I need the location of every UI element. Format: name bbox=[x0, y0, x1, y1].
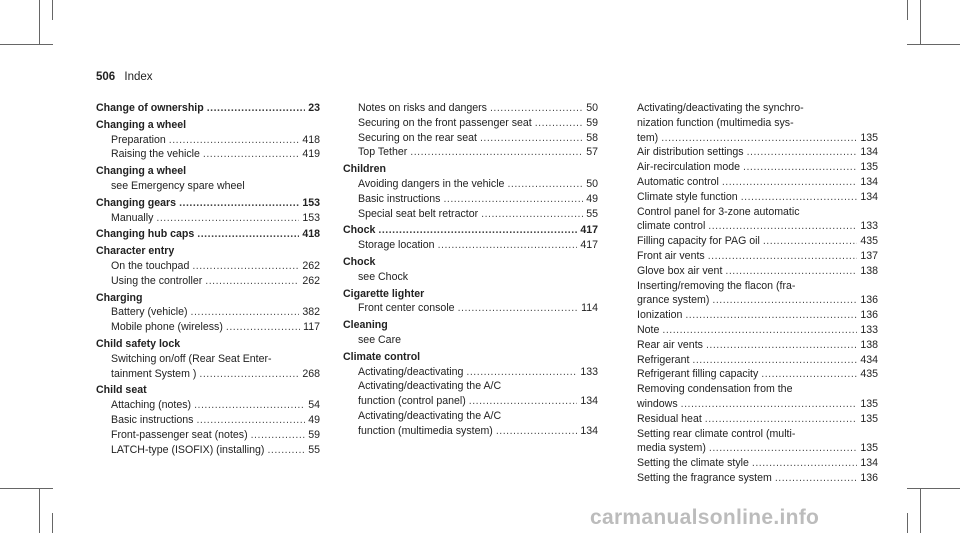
index-entry bbox=[343, 424, 598, 439]
index-column-1 bbox=[96, 101, 320, 457]
entry-text: Raising the vehicle bbox=[111, 148, 200, 161]
entry-text: nization function (multimedia sys- bbox=[637, 116, 794, 129]
index-entry bbox=[96, 133, 320, 148]
entry-text: Activating/deactivating the A/C bbox=[358, 380, 502, 393]
watermark: carmanualsonline.info bbox=[590, 506, 820, 529]
leader-dots bbox=[267, 443, 305, 458]
index-entry bbox=[96, 179, 320, 194]
leader-dots bbox=[226, 320, 300, 335]
index-entry bbox=[622, 441, 878, 456]
entry-text: Control panel for 3-zone automatic bbox=[637, 205, 800, 218]
index-entry bbox=[622, 279, 878, 294]
entry-text: Changing hub caps bbox=[96, 228, 195, 241]
page-reference: 153 bbox=[302, 196, 320, 209]
entry-text: Mobile phone (wireless) bbox=[111, 321, 223, 334]
crop-mark-tl-v2 bbox=[52, 0, 53, 20]
leader-dots bbox=[775, 471, 857, 486]
entry-text: Avoiding dangers in the vehicle bbox=[358, 177, 505, 190]
entry-text: Changing gears bbox=[96, 196, 177, 209]
leader-dots bbox=[469, 394, 578, 409]
entry-text: function (multimedia system) bbox=[358, 424, 493, 437]
index-entry bbox=[96, 320, 320, 335]
entry-text: Storage location bbox=[358, 239, 435, 252]
index-entry bbox=[343, 101, 598, 116]
entry-text: Front center console bbox=[358, 302, 455, 315]
index-column-3 bbox=[622, 101, 878, 486]
page-reference: 135 bbox=[860, 131, 878, 144]
index-entry bbox=[96, 413, 320, 428]
page-reference: 49 bbox=[308, 413, 320, 426]
page-reference: 133 bbox=[860, 220, 878, 233]
page-reference: 57 bbox=[586, 146, 598, 159]
entry-text: tem) bbox=[637, 131, 659, 144]
entry-text: Child seat bbox=[96, 384, 147, 397]
page-reference: 153 bbox=[302, 211, 320, 224]
page-reference: 50 bbox=[586, 177, 598, 190]
index-entry bbox=[622, 323, 878, 338]
entry-text: climate control bbox=[637, 220, 706, 233]
entry-text: Top Tether bbox=[358, 146, 408, 159]
leader-dots bbox=[443, 192, 583, 207]
entry-text: Cigarette lighter bbox=[343, 287, 425, 300]
entry-text: Climate control bbox=[343, 350, 421, 363]
page-reference: 23 bbox=[308, 102, 320, 114]
index-entry bbox=[96, 211, 320, 226]
crop-mark-tl-v bbox=[39, 0, 40, 45]
page-reference: 435 bbox=[860, 235, 878, 248]
entry-text: Glove box air vent bbox=[637, 264, 723, 277]
leader-dots bbox=[199, 367, 299, 382]
leader-dots bbox=[706, 338, 857, 353]
entry-text: Attaching (notes) bbox=[111, 399, 192, 412]
entry-text: see Care bbox=[358, 333, 401, 346]
leader-dots bbox=[535, 116, 583, 131]
page-reference: 134 bbox=[860, 175, 878, 188]
index-entry bbox=[622, 145, 878, 160]
leader-dots bbox=[179, 196, 299, 211]
index-entry bbox=[622, 427, 878, 442]
leader-dots bbox=[205, 274, 299, 289]
index-heading bbox=[343, 223, 598, 238]
leader-dots bbox=[197, 227, 299, 242]
index-entry bbox=[622, 205, 878, 220]
entry-text: Activating/deactivating the A/C bbox=[358, 409, 502, 422]
leader-dots bbox=[708, 249, 858, 264]
crop-mark-tr-v2 bbox=[907, 0, 908, 20]
entry-text: Child safety lock bbox=[96, 337, 181, 350]
leader-dots bbox=[458, 301, 579, 316]
index-heading bbox=[96, 337, 320, 352]
entry-text: tainment System ) bbox=[111, 367, 197, 380]
entry-text: Residual heat bbox=[637, 412, 702, 425]
index-entry bbox=[622, 338, 878, 353]
page-reference: 262 bbox=[302, 274, 320, 287]
crop-mark-tr-v bbox=[920, 0, 921, 45]
index-heading bbox=[96, 227, 320, 242]
leader-dots bbox=[507, 177, 583, 192]
entry-text: Preparation bbox=[111, 133, 166, 146]
page-reference: 136 bbox=[860, 471, 878, 484]
index-entry bbox=[96, 398, 320, 413]
leader-dots bbox=[194, 398, 305, 413]
index-heading bbox=[343, 318, 598, 333]
leader-dots bbox=[761, 367, 857, 382]
leader-dots bbox=[741, 190, 858, 205]
section-title: Index bbox=[124, 71, 153, 83]
page-reference: 418 bbox=[302, 228, 320, 241]
index-entry bbox=[622, 353, 878, 368]
leader-dots bbox=[763, 234, 857, 249]
page-reference: 133 bbox=[580, 365, 598, 378]
entry-text: Note bbox=[637, 323, 660, 336]
entry-text: Change of ownership bbox=[96, 102, 204, 114]
index-entry bbox=[622, 412, 878, 427]
index-entry bbox=[622, 293, 878, 308]
leader-dots bbox=[203, 147, 299, 162]
leader-dots bbox=[708, 219, 857, 234]
leader-dots bbox=[481, 207, 583, 222]
entry-text: Setting the fragrance system bbox=[637, 471, 772, 484]
leader-dots bbox=[480, 131, 583, 146]
page-reference: 135 bbox=[860, 442, 878, 455]
index-entry bbox=[622, 397, 878, 412]
index-entry bbox=[343, 409, 598, 424]
page-header bbox=[96, 71, 153, 83]
index-entry bbox=[343, 301, 598, 316]
leader-dots bbox=[490, 101, 583, 116]
crop-mark-br-h bbox=[907, 488, 960, 489]
index-heading bbox=[343, 255, 598, 270]
page-reference: 419 bbox=[302, 148, 320, 161]
crop-mark-bl-v2 bbox=[52, 513, 53, 533]
leader-dots bbox=[725, 264, 857, 279]
page-reference: 134 bbox=[580, 395, 598, 408]
page-reference: 262 bbox=[302, 259, 320, 272]
page-reference: 435 bbox=[860, 368, 878, 381]
index-heading bbox=[96, 383, 320, 398]
entry-text: Battery (vehicle) bbox=[111, 306, 188, 319]
page-reference: 134 bbox=[860, 146, 878, 159]
page-reference: 434 bbox=[860, 353, 878, 366]
entry-text: Refrigerant bbox=[637, 353, 690, 366]
entry-text: Character entry bbox=[96, 245, 175, 258]
leader-dots bbox=[191, 305, 300, 320]
index-entry bbox=[343, 207, 598, 222]
entry-text: Changing a wheel bbox=[96, 118, 187, 131]
page-number: 506 bbox=[96, 71, 116, 83]
page-reference: 133 bbox=[860, 323, 878, 336]
entry-text: Charging bbox=[96, 291, 143, 304]
entry-text: Basic instructions bbox=[111, 413, 194, 426]
page-reference: 117 bbox=[303, 321, 320, 334]
page-reference: 59 bbox=[586, 116, 598, 129]
entry-text: Setting the climate style bbox=[637, 457, 749, 470]
entry-text: Air-recirculation mode bbox=[637, 161, 741, 174]
index-entry bbox=[622, 264, 878, 279]
page-reference: 54 bbox=[308, 399, 320, 412]
leader-dots bbox=[681, 397, 858, 412]
page-reference: 49 bbox=[586, 192, 598, 205]
entry-text: Children bbox=[343, 163, 386, 176]
page-reference: 55 bbox=[308, 443, 320, 456]
entry-text: Special seat belt retractor bbox=[358, 207, 479, 220]
index-entry bbox=[622, 175, 878, 190]
entry-text: On the touchpad bbox=[111, 259, 190, 272]
index-entry bbox=[96, 443, 320, 458]
entry-text: Activating/deactivating bbox=[358, 365, 464, 378]
entry-text: see Emergency spare wheel bbox=[111, 179, 245, 192]
leader-dots bbox=[251, 428, 306, 443]
entry-text: Switching on/off (Rear Seat Enter- bbox=[111, 352, 272, 365]
index-entry bbox=[622, 234, 878, 249]
page-reference: 114 bbox=[581, 302, 598, 315]
entry-text: LATCH-type (ISOFIX) (installing) bbox=[111, 443, 265, 456]
leader-dots bbox=[378, 223, 577, 238]
leader-dots bbox=[662, 323, 857, 338]
index-entry bbox=[622, 382, 878, 397]
leader-dots bbox=[685, 308, 857, 323]
index-heading bbox=[96, 101, 320, 116]
index-entry bbox=[343, 379, 598, 394]
index-heading bbox=[96, 291, 320, 306]
entry-text: Climate style function bbox=[637, 190, 738, 203]
crop-mark-br-v bbox=[920, 488, 921, 533]
page-reference: 135 bbox=[860, 161, 878, 174]
entry-text: Basic instructions bbox=[358, 192, 441, 205]
crop-mark-tl-h bbox=[0, 44, 53, 45]
entry-text: Front-passenger seat (notes) bbox=[111, 428, 248, 441]
entry-text: Securing on the front passenger seat bbox=[358, 116, 532, 129]
entry-text: grance system) bbox=[637, 294, 710, 307]
entry-text: Ionization bbox=[637, 309, 683, 322]
crop-mark-br-v2 bbox=[907, 513, 908, 533]
index-entry bbox=[622, 160, 878, 175]
crop-mark-tr-h bbox=[907, 44, 960, 45]
leader-dots bbox=[192, 259, 299, 274]
index-entry bbox=[622, 249, 878, 264]
crop-mark-bl-h bbox=[0, 488, 53, 489]
entry-text: Notes on risks and dangers bbox=[358, 102, 487, 114]
entry-text: Refrigerant filling capacity bbox=[637, 368, 759, 381]
index-entry bbox=[343, 177, 598, 192]
index-entry bbox=[622, 116, 878, 131]
index-entry bbox=[622, 219, 878, 234]
page-reference: 136 bbox=[860, 309, 878, 322]
entry-text: windows bbox=[637, 397, 678, 410]
page-reference: 134 bbox=[860, 457, 878, 470]
entry-text: Cleaning bbox=[343, 319, 388, 332]
index-heading bbox=[343, 162, 598, 177]
index-entry bbox=[343, 131, 598, 146]
page-reference: 134 bbox=[860, 190, 878, 203]
leader-dots bbox=[705, 412, 858, 427]
leader-dots bbox=[661, 131, 857, 146]
page-reference: 135 bbox=[860, 412, 878, 425]
index-heading bbox=[96, 244, 320, 259]
page-reference: 417 bbox=[580, 239, 598, 252]
index-entry bbox=[343, 270, 598, 285]
page-reference: 138 bbox=[860, 264, 878, 277]
page-reference: 50 bbox=[586, 102, 598, 114]
leader-dots bbox=[196, 413, 305, 428]
page-reference: 58 bbox=[586, 131, 598, 144]
index-entry bbox=[96, 352, 320, 367]
index-heading bbox=[96, 118, 320, 133]
page-reference: 418 bbox=[302, 133, 320, 146]
index-entry bbox=[343, 238, 598, 253]
page-reference: 135 bbox=[860, 397, 878, 410]
index-entry bbox=[622, 456, 878, 471]
page-reference: 138 bbox=[860, 338, 878, 351]
leader-dots bbox=[722, 175, 857, 190]
entry-text: Automatic control bbox=[637, 175, 719, 188]
entry-text: Chock bbox=[343, 255, 376, 268]
index-column-2 bbox=[343, 101, 598, 439]
index-entry bbox=[96, 274, 320, 289]
entry-text: Removing condensation from the bbox=[637, 383, 793, 396]
page-reference: 137 bbox=[860, 249, 878, 262]
leader-dots bbox=[747, 145, 858, 160]
entry-text: Filling capacity for PAG oil bbox=[637, 235, 760, 248]
index-entry bbox=[96, 147, 320, 162]
leader-dots bbox=[207, 101, 305, 116]
page-reference: 417 bbox=[580, 224, 598, 237]
page-reference: 134 bbox=[580, 424, 598, 437]
entry-text: Inserting/removing the flacon (fra- bbox=[637, 279, 796, 292]
leader-dots bbox=[709, 441, 857, 456]
entry-text: Chock bbox=[343, 224, 376, 237]
leader-dots bbox=[496, 424, 577, 439]
leader-dots bbox=[438, 238, 578, 253]
leader-dots bbox=[410, 145, 583, 160]
index-entry bbox=[622, 471, 878, 486]
index-entry bbox=[622, 308, 878, 323]
index-entry bbox=[343, 333, 598, 348]
index-heading bbox=[96, 164, 320, 179]
index-heading bbox=[343, 350, 598, 365]
index-entry bbox=[96, 259, 320, 274]
entry-text: function (control panel) bbox=[358, 395, 466, 408]
index-entry bbox=[622, 131, 878, 146]
entry-text: Front air vents bbox=[637, 249, 705, 262]
entry-text: Changing a wheel bbox=[96, 165, 187, 178]
leader-dots bbox=[752, 456, 857, 471]
index-entry bbox=[96, 367, 320, 382]
index-heading bbox=[96, 196, 320, 211]
page-reference: 136 bbox=[860, 294, 878, 307]
page-reference: 59 bbox=[308, 428, 320, 441]
entry-text: Setting rear climate control (multi- bbox=[637, 427, 796, 440]
index-entry bbox=[343, 145, 598, 160]
leader-dots bbox=[712, 293, 857, 308]
entry-text: media system) bbox=[637, 442, 706, 455]
entry-text: see Chock bbox=[358, 270, 409, 283]
crop-mark-bl-v bbox=[39, 488, 40, 533]
page-reference: 55 bbox=[586, 207, 598, 220]
index-heading bbox=[343, 287, 598, 302]
index-entry bbox=[622, 190, 878, 205]
index-entry bbox=[343, 394, 598, 409]
entry-text: Rear air vents bbox=[637, 338, 703, 351]
entry-text: Using the controller bbox=[111, 274, 203, 287]
page-reference: 268 bbox=[302, 367, 320, 380]
index-entry bbox=[96, 428, 320, 443]
leader-dots bbox=[743, 160, 857, 175]
index-entry bbox=[96, 305, 320, 320]
index-entry bbox=[622, 101, 878, 116]
leader-dots bbox=[466, 365, 577, 380]
entry-text: Activating/deactivating the synchro- bbox=[637, 102, 804, 114]
page-reference: 382 bbox=[302, 306, 320, 319]
index-entry bbox=[343, 365, 598, 380]
entry-text: Air distribution settings bbox=[637, 146, 744, 159]
entry-text: Manually bbox=[111, 211, 154, 224]
index-entry bbox=[622, 367, 878, 382]
entry-text: Securing on the rear seat bbox=[358, 131, 477, 144]
index-entry bbox=[343, 116, 598, 131]
index-entry bbox=[343, 192, 598, 207]
leader-dots bbox=[692, 353, 857, 368]
leader-dots bbox=[156, 211, 299, 226]
leader-dots bbox=[169, 133, 300, 148]
